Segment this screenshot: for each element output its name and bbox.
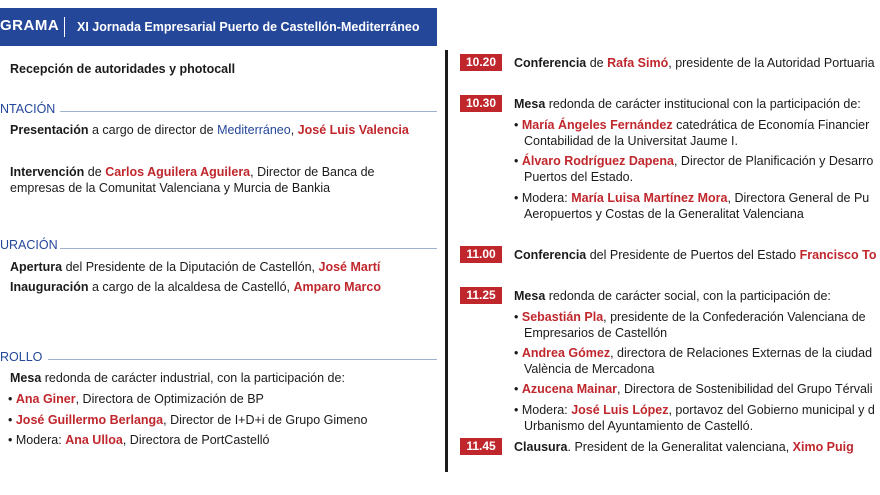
speaker-role: , Director de Planificación y Desarro [673,154,874,168]
item-text: redonda de carácter industrial, con la participación de: [41,371,345,385]
section-rule [60,111,437,112]
intervention-item [10,164,375,180]
moderator-item-line2: Urbanismo del Ayuntamiento de Castelló. [524,419,754,433]
time-badge: 11.25 [460,287,502,304]
column-divider [445,50,448,472]
intervention-item-line2: empresas de la Comunitat Valenciana y Murcia de Bankia [10,181,331,195]
program-label: GRAMA [0,17,60,34]
item-keyword: Apertura [10,260,63,274]
institutional-panel-1030 [514,96,861,112]
social-panel-1125 [514,288,831,304]
speaker-name: Azucena Mainar [521,382,618,396]
presentation-item [10,122,409,138]
time-badge: 10.30 [460,95,502,112]
media-name: Mediterráneo [217,123,291,137]
participant-item [514,117,869,133]
item-text: , Director de Banca de [250,165,375,179]
time-badge: 10.20 [460,54,502,71]
item-text: , presidente de la Autoridad Portuaria [668,56,875,70]
header-divider [64,17,65,37]
item-text: redonda de carácter social, con la participación de: [545,289,831,303]
opening-item [10,259,380,275]
moderator-label: Modera: [521,403,572,417]
inauguration-item [10,279,381,295]
item-text: redonda de carácter institucional con la participación de: [545,97,861,111]
speaker-role: , Directora de Optimización de BP [75,392,264,406]
item-keyword: Inauguración [10,280,89,294]
moderator-item [514,190,869,206]
item-keyword: Mesa [514,97,546,111]
speaker-name: Andrea Gómez [521,346,611,360]
item-keyword: Mesa [10,371,42,385]
section-inauguration-heading: URACIÓN [0,238,58,252]
speaker-role: , directora de Relaciones Externas de la ciudad [610,346,873,360]
item-text: a cargo de la alcaldesa de Castelló, [88,280,294,294]
speaker-name: José Luis Valencia [297,123,409,137]
participant-item-line2: Contabilidad de la Universitat Jaume I. [524,134,739,148]
conference-1020 [514,55,875,71]
item-keyword: Conferencia [514,56,587,70]
speaker-name: Amparo Marco [293,280,382,294]
speaker-name: María Ángeles Fernández [521,118,673,132]
moderator-label: Modera: [15,433,66,447]
item-text: del Presidente de la Diputación de Castellón, [62,260,319,274]
speaker-name: José Luis López [571,403,669,417]
participant-item-line2: Puertos del Estado. [524,170,634,184]
industrial-panel-item [10,370,345,386]
item-keyword: Intervención [10,165,85,179]
speaker-name: Ana Giner [15,392,76,406]
item-keyword: Mesa [514,289,546,303]
speaker-role: , Director de I+D+i de Grupo Gimeno [163,413,368,427]
participant-item [8,412,367,428]
moderator-item-line2: Aeropuertos y Costas de la Generalitat Valenciana [524,207,804,221]
section-rule [48,359,437,360]
item-text: a cargo de director de [88,123,218,137]
item-text: de [586,56,608,70]
item-text: de [84,165,106,179]
closing-1145 [514,439,854,455]
speaker-name: Ana Ulloa [65,433,123,447]
speaker-role: , presidente de la Confederación Valenciana de [603,310,866,324]
section-rule [60,248,437,249]
participant-item-line2: Empresarios de Castellón [524,326,668,340]
moderator-item [514,402,875,418]
item-keyword: Presentación [10,123,89,137]
time-badge: 11.45 [460,438,502,455]
participant-item [514,345,872,361]
speaker-role: , Directora de PortCastelló [122,433,270,447]
speaker-role: , portavoz del Gobierno municipal y d [668,403,875,417]
time-badge: 11.00 [460,246,502,263]
speaker-role: , Directora General de Pu [727,191,870,205]
participant-item [514,309,866,325]
participant-item [514,381,873,397]
item-text: del Presidente de Puertos del Estado [586,248,800,262]
moderator-label: Modera: [521,191,572,205]
speaker-name: Ximo Puig [792,440,854,454]
speaker-name: José Martí [318,260,381,274]
reception-item: Recepción de autoridades y photocall [10,62,236,76]
speaker-role: catedrática de Economía Financier [672,118,870,132]
event-title: XI Jornada Empresarial Puerto de Castellón-Mediterráneo [77,20,420,34]
item-text: . President de la Generalitat valenciana, [567,440,793,454]
speaker-name: Álvaro Rodríguez Dapena [521,154,674,168]
section-development-heading: ROLLO [0,350,43,364]
item-text: , [290,123,298,137]
section-presentation-heading: NTACIÓN [0,102,56,116]
program-header [0,8,437,46]
conference-1100 [514,247,876,263]
speaker-name: Francisco To [799,248,877,262]
speaker-name: María Luisa Martínez Mora [571,191,728,205]
moderator-item [8,432,269,448]
item-keyword: Conferencia [514,248,587,262]
participant-item [514,153,873,169]
speaker-name: José Guillermo Berlanga [15,413,164,427]
item-keyword: Clausura [514,440,568,454]
participant-item-line2: València de Mercadona [524,362,655,376]
speaker-name: Rafa Simó [607,56,669,70]
speaker-name: Sebastián Pla [521,310,604,324]
speaker-role: , Directora de Sostenibilidad del Grupo Térvali [617,382,873,396]
speaker-name: Carlos Aguilera Aguilera [105,165,251,179]
participant-item [8,391,264,407]
